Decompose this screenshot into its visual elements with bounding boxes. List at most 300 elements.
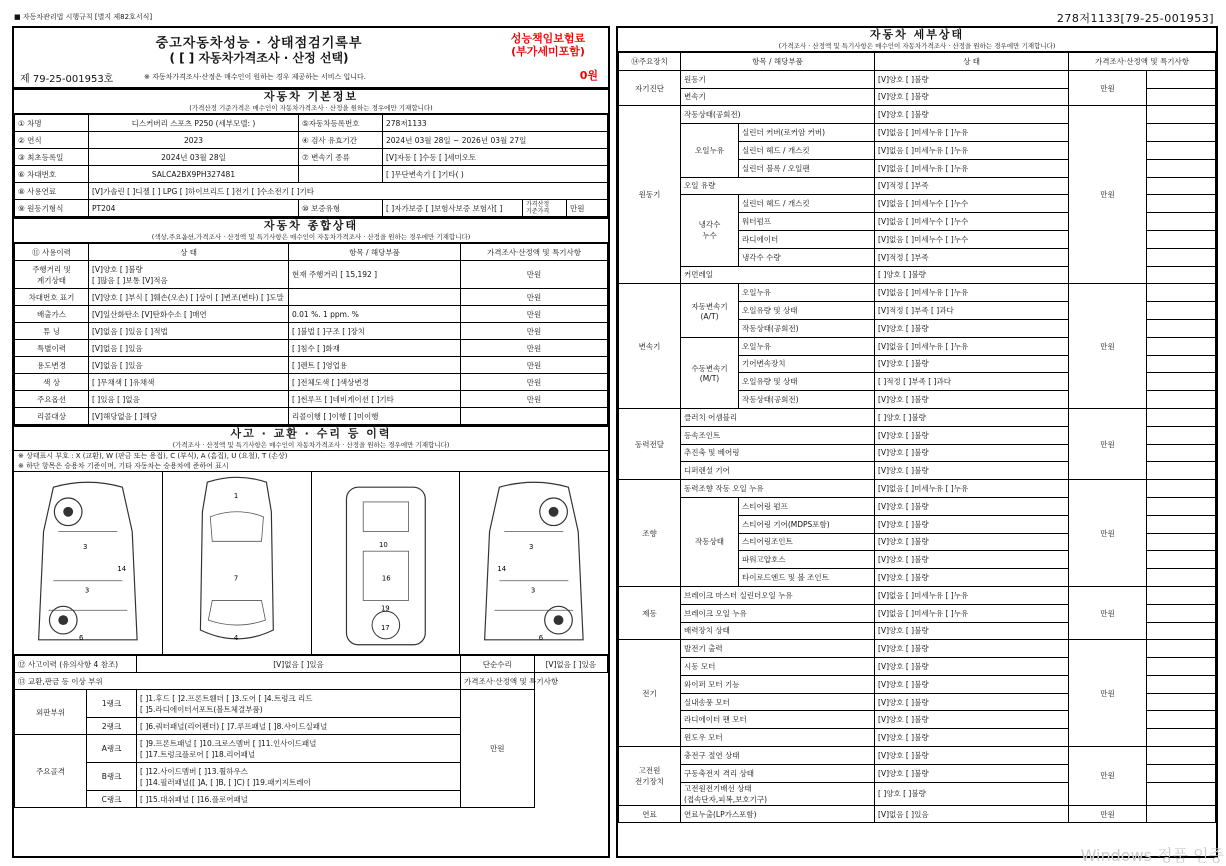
row-value: [V]일산화탄소 [V]탄화수소 [ ]매연 (89, 306, 289, 323)
sub-item-label: 실린더 헤드 / 개스킷 (739, 141, 875, 159)
note-cell (1147, 248, 1216, 266)
field-label: ⑨ 원동기형식 (15, 200, 89, 217)
item-status: [V]양호 [ ]불량 (875, 533, 1069, 551)
car-type-note: ※ 하단 항목은 승용차 기준이며, 기타 자동차는 승용차에 준하여 표시 (18, 462, 229, 470)
row-value: 만원 (461, 261, 608, 289)
summary-table (14, 243, 608, 425)
item-status: [V]양호 [ ]불량 (875, 515, 1069, 533)
column-header: ⑭주요장치 (619, 53, 681, 71)
row-cell: [V]없음 [ ]있음 (137, 656, 461, 673)
item-status: [V]없음 [ ]미세누유 [ ]누유 (875, 604, 1069, 622)
item-label: 추진축 및 베어링 (681, 444, 875, 462)
item-label: 발전기 출력 (681, 640, 875, 658)
item-label: 오일누유 (681, 124, 739, 177)
row-label: 주요옵션 (15, 391, 89, 408)
device-group: 연료 (619, 805, 681, 823)
item-status: [ ]양호 [ ]불량 (875, 782, 1069, 805)
price-note: 만원 (1069, 480, 1147, 587)
section-subtitle: (가격산정 기준가격은 매수인이 자동차가격조사 · 산정을 원하는 경우에만 기재합니다) (189, 104, 433, 112)
item-status: [V]없음 [ ]미세누유 [ ]누유 (875, 124, 1069, 142)
field-value: 2024년 03월 28일 (89, 149, 299, 166)
detail-row (619, 747, 1216, 765)
left-panel (12, 26, 610, 858)
damage-area-header-row (15, 673, 608, 690)
sub-item-label: 스티어링 기어(MDPS포함) (739, 515, 875, 533)
item-status: [V]양호 [ ]불량 (875, 70, 1069, 88)
field-value: [V]자동 [ ]수동 [ ]세미오토 (383, 149, 608, 166)
section-title: 자동차 종합상태 (263, 219, 359, 232)
basic-row (15, 183, 608, 200)
field-label: ⑥ 차대번호 (15, 166, 89, 183)
row-label: 튜 닝 (15, 323, 89, 340)
item-status: [V]양호 [ ]불량 (875, 640, 1069, 658)
item-label: 와이퍼 모터 기능 (681, 675, 875, 693)
field-label: ③ 최초등록일 (15, 149, 89, 166)
sub-item-label: 워터펌프 (739, 213, 875, 231)
row-value: 만원 (461, 357, 608, 374)
insurance-fee-label: 성능책임보험료 (부가세미포함) (510, 32, 586, 58)
row-value: [ ]침수 [ ]화재 (289, 340, 461, 357)
note-cell (1147, 533, 1216, 551)
field-value: [V]가솔린 [ ]디젤 [ ] LPG [ ]하이브리드 [ ]전기 [ ]수소전기 [ ]기타 (89, 183, 608, 200)
section-subtitle: (가격조사 · 산정액 및 특기사항은 매수인이 자동차가격조사 · 산정을 원하는 경우에만 기재합니다) (778, 42, 1056, 50)
note-cell (1147, 675, 1216, 693)
sub-item-label: 라디에이터 (739, 230, 875, 248)
price-note: 만원 (461, 690, 534, 808)
sub-item-label: 오일유량 및 상태 (739, 302, 875, 320)
section-subtitle: (가격조사 · 산정액 및 특기사항은 매수인이 자동차가격조사 · 산정을 원하는 경우에만 기재합니다) (172, 441, 450, 449)
note-cell (1147, 141, 1216, 159)
item-label: 고전원전기배선 상태 (접속단자,피복,보호기구) (681, 782, 875, 805)
item-status: [V]없음 [ ]미세누유 [ ]누유 (875, 141, 1069, 159)
detail-row (619, 284, 1216, 302)
column-header: 가격조사·산정액 및 특기사항 (461, 673, 534, 690)
item-status: [V]없음 [ ]미세누수 [ ]누수 (875, 195, 1069, 213)
item-status: [V]없음 [ ]미세누유 [ ]누유 (875, 337, 1069, 355)
device-group: 제동 (619, 586, 681, 639)
summary-row (15, 323, 608, 340)
row-value: [V]양호 [ ]불량 [ ]많음 [ ]보통 [V]적음 (89, 261, 289, 289)
note-cell (1147, 729, 1216, 747)
price-note: 만원 (1069, 586, 1147, 639)
item-label: 배력장치 상태 (681, 622, 875, 640)
item-status: [V]양호 [ ]불량 (875, 764, 1069, 782)
svg-text:6: 6 (79, 633, 84, 642)
row-value: [ ]무채색 [ ]유채색 (89, 374, 289, 391)
item-label: 수동변속기 (M/T) (681, 337, 739, 408)
row-label: 배출가스 (15, 306, 89, 323)
item-label: 동력조향 작동 오일 누유 (681, 480, 875, 498)
price-note: 만원 (1069, 106, 1147, 284)
device-group: 고전원 전기장치 (619, 747, 681, 806)
svg-text:3: 3 (531, 586, 536, 595)
svg-text:6: 6 (539, 633, 544, 642)
item-status: [V]없음 [ ]미세누유 [ ]누유 (875, 586, 1069, 604)
note-cell (1147, 70, 1216, 88)
item-label: 등속조인트 (681, 426, 875, 444)
section-subtitle: (색상,주요옵션,가격조사 · 산정액 및 특기사항은 매수인이 자동차가격조사 · 산정을 원하는 경우에만 기재합니다) (151, 233, 471, 241)
row-value: [V]없음 [ ]있음 (89, 340, 289, 357)
item-status: [V]없음 [ ]미세누수 [ ]누수 (875, 213, 1069, 231)
rank-label: A랭크 (87, 735, 137, 763)
basic-row (15, 132, 608, 149)
svg-text:3: 3 (84, 586, 90, 595)
section-title: 자동차 기본정보 (263, 90, 359, 103)
detail-header-row (619, 53, 1216, 71)
item-status: [V]양호 [ ]불량 (875, 711, 1069, 729)
column-header: 항목 / 해당부품 (289, 244, 461, 261)
field-value: 2023 (89, 132, 299, 149)
item-label: 브레이크 마스터 실린더오일 누유 (681, 586, 875, 604)
accident-history-row (15, 656, 608, 673)
rank-label: 1랭크 (87, 690, 137, 718)
detail-row (619, 586, 1216, 604)
field-label: ② 연식 (15, 132, 89, 149)
accident-header (14, 425, 608, 451)
item-label: 클러치 어셈블리 (681, 408, 875, 426)
item-label: 라디에이터 팬 모터 (681, 711, 875, 729)
column-header: 항목 / 해당부품 (681, 53, 875, 71)
item-status: [V]적정 [ ]부족 (875, 248, 1069, 266)
row-value (289, 289, 461, 306)
note-cell (1147, 586, 1216, 604)
item-status: [V]없음 [ ]미세누수 [ ]누수 (875, 230, 1069, 248)
section-title: 자동차 세부상태 (869, 28, 965, 41)
item-label: 충전구 절연 상태 (681, 747, 875, 765)
item-label: 디퍼렌셜 기어 (681, 462, 875, 480)
summary-row (15, 391, 608, 408)
field-value: SALCA2BX9PH327481 (89, 166, 299, 183)
sub-item-label: 실린더 커버(로커암 커버) (739, 124, 875, 142)
basic-row (15, 115, 608, 132)
note-cell (1147, 213, 1216, 231)
note-cell (1147, 551, 1216, 569)
row-cell: 단순수리 (461, 656, 534, 673)
page-title: 중고자동차성능 · 상태점검기록부 (155, 36, 363, 51)
field-label: ⑤자동차등록번호 (299, 115, 383, 132)
row-label: 특별이력 (15, 340, 89, 357)
row-value: [ ]있음 [ ]없음 (89, 391, 289, 408)
note-cell (1147, 195, 1216, 213)
item-label: 원동기 (681, 70, 875, 88)
field-label (299, 166, 383, 183)
price-note: 만원 (1069, 805, 1147, 823)
item-status: [V]양호 [ ]불량 (875, 444, 1069, 462)
summary-header-row (15, 244, 608, 261)
item-label: 오일 유량 (681, 177, 875, 195)
item-status: [V]적정 [ ]부족 [ ]과다 (875, 302, 1069, 320)
note-cell (1147, 373, 1216, 391)
svg-text:3: 3 (82, 543, 88, 552)
summary-row (15, 374, 608, 391)
note-cell (1147, 569, 1216, 587)
sub-item-label: 작동상태(공회전) (739, 391, 875, 409)
summary-header (14, 217, 608, 243)
item-status: [V]양호 [ ]불량 (875, 319, 1069, 337)
note-cell (1147, 355, 1216, 373)
item-label: 윈도우 모터 (681, 729, 875, 747)
detail-row (619, 408, 1216, 426)
item-status: [V]양호 [ ]불량 (875, 426, 1069, 444)
row-label: 색 상 (15, 374, 89, 391)
basic-row (15, 200, 608, 217)
item-status: [V]양호 [ ]불량 (875, 693, 1069, 711)
sub-item-label: 작동상태(공회전) (739, 319, 875, 337)
section-title: 사고 · 교환 · 수리 등 이력 (230, 427, 392, 440)
field-value: 278저1133 (383, 115, 608, 132)
svg-text:3: 3 (529, 543, 534, 552)
note-cell (1147, 480, 1216, 498)
rank-label: B랭크 (87, 763, 137, 791)
row-value: 만원 (461, 340, 608, 357)
svg-text:14: 14 (117, 564, 127, 573)
service-note: ※ 자동차가격조사·산정은 매수인이 원하는 경우 제공하는 서비스 입니다. (144, 73, 366, 81)
detail-table (618, 52, 1216, 823)
form-reference: ■ 자동차관리법 시행규칙 [별지 제82호서식] (14, 13, 153, 21)
device-group: 동력전달 (619, 408, 681, 479)
row-value: 만원 (461, 323, 608, 340)
basic-info-table (14, 114, 608, 217)
item-status: [V]양호 [ ]불량 (875, 622, 1069, 640)
row-value: 현재 주행거리 [ 15,192 ] (289, 261, 461, 289)
item-label: 실내송풍 모터 (681, 693, 875, 711)
note-cell (1147, 426, 1216, 444)
note-cell (1147, 782, 1216, 805)
item-status: [V]양호 [ ]불량 (875, 551, 1069, 569)
row-value: [V]해당없음 [ ]해당 (89, 408, 289, 425)
item-status: [V]양호 [ ]불량 (875, 106, 1069, 124)
basic-row (15, 166, 608, 183)
item-label: 시동 모터 (681, 658, 875, 676)
rank-parts: [ ]6.쿼터패널(리어펜더) [ ]7.루프패널 [ ]8.사이드실패널 (137, 718, 461, 735)
detail-header (618, 28, 1216, 52)
item-label: 냉각수 누수 (681, 195, 739, 266)
row-value (461, 408, 608, 425)
row-value: 0.01 %. 1 ppm. % (289, 306, 461, 323)
note-cell (1147, 462, 1216, 480)
document-number: 278저1133[79-25-001953] (1056, 12, 1214, 25)
detail-row (619, 70, 1216, 88)
row-value: 만원 (461, 289, 608, 306)
basic-row (15, 149, 608, 166)
device-group: 자기진단 (619, 70, 681, 106)
detail-row (619, 805, 1216, 823)
rank-parts: [ ]15.대쉬패널 [ ]16.플로어패널 (137, 791, 461, 808)
group-label: 외판부위 (15, 690, 87, 735)
sub-item-label: 기어변속장치 (739, 355, 875, 373)
row-label: 리콜대상 (15, 408, 89, 425)
row-label: 주행거리 및 계기상태 (15, 261, 89, 289)
item-label: 연료누출(LP가스포함) (681, 805, 875, 823)
sub-item-label: 실린더 헤드 / 개스킷 (739, 195, 875, 213)
note-cell (1147, 693, 1216, 711)
sub-item-label: 실린더 블록 / 오일팬 (739, 159, 875, 177)
item-status: [V]양호 [ ]불량 (875, 462, 1069, 480)
damage-rank-row (15, 690, 608, 718)
item-label: 작동상태(공회전) (681, 106, 875, 124)
item-status: [V]적정 [ ]부족 (875, 177, 1069, 195)
svg-text:4: 4 (233, 633, 239, 642)
row-value: [ ]썬루프 [ ]네비게이션 [ ]기타 (289, 391, 461, 408)
device-group: 조향 (619, 480, 681, 587)
column-header: 가격조사·산정액 및 특기사항 (1069, 53, 1216, 71)
sub-item-label: 파워고압호스 (739, 551, 875, 569)
item-status: [V]양호 [ ]불량 (875, 569, 1069, 587)
field-label: 가격산정 기준가격 (523, 200, 567, 217)
note-cell (1147, 444, 1216, 462)
row-value: [V]없음 [ ]있음 (89, 357, 289, 374)
field-value: 2024년 03월 28일 ~ 2026년 03월 27일 (383, 132, 608, 149)
note-cell (1147, 640, 1216, 658)
record-number: 제 79-25-001953호 (20, 74, 114, 85)
item-status: [V]없음 [ ]미세누유 [ ]누유 (875, 159, 1069, 177)
field-label: ⑧ 사용연료 (15, 183, 89, 200)
item-status: [V]없음 [ ]미세누유 [ ]누유 (875, 284, 1069, 302)
group-label: 주요골격 (15, 735, 87, 808)
note-cell (1147, 805, 1216, 823)
item-label: 작동상태 (681, 497, 739, 586)
note-cell (1147, 711, 1216, 729)
car-left-side-view (14, 472, 163, 654)
note-cell (1147, 177, 1216, 195)
row-value: [ ]렌트 [ ]영업용 (289, 357, 461, 374)
note-cell (1147, 302, 1216, 320)
summary-row (15, 408, 608, 425)
note-cell (1147, 284, 1216, 302)
car-diagram (14, 471, 608, 655)
summary-row (15, 357, 608, 374)
svg-text:14: 14 (497, 564, 507, 573)
windows-watermark: Windows 정품 인증 (1080, 846, 1224, 865)
row-label: ⑬ 교환,판금 등 이상 부위 (15, 673, 461, 690)
row-value: 만원 (461, 306, 608, 323)
summary-row (15, 306, 608, 323)
detail-row (619, 640, 1216, 658)
title-block (14, 28, 608, 88)
field-value: 만원 (567, 200, 608, 217)
sub-item-label: 냉각수 수량 (739, 248, 875, 266)
note-cell (1147, 106, 1216, 124)
summary-row (15, 340, 608, 357)
column-header: 상 태 (89, 244, 289, 261)
item-status: [V]양호 [ ]불량 (875, 658, 1069, 676)
row-cell: [V]없음 [ ]있음 (534, 656, 608, 673)
rank-parts: [ ]9.프론트패널 [ ]10.크로스멤버 [ ]11.인사이드패널 [ ]17.트렁크플로어 [ ]18.리어패널 (137, 735, 461, 763)
insurance-fee-value: 0원 (579, 69, 598, 82)
note-cell (1147, 747, 1216, 765)
row-label: 차대번호 표기 (15, 289, 89, 306)
item-status: [V]양호 [ ]불량 (875, 391, 1069, 409)
row-value: 리콜이행 [ ]이행 [ ]미이행 (289, 408, 461, 425)
accident-table (14, 655, 608, 808)
svg-text:16: 16 (381, 574, 391, 583)
row-label: 용도변경 (15, 357, 89, 374)
row-value: [ ]전체도색 [ ]색상변경 (289, 374, 461, 391)
price-note: 만원 (1069, 408, 1147, 479)
sub-item-label: 오일누유 (739, 284, 875, 302)
price-note: 만원 (1069, 284, 1147, 409)
item-status: [V]양호 [ ]불량 (875, 355, 1069, 373)
car-frame-view (312, 472, 461, 654)
item-status: [V]양호 [ ]불량 (875, 675, 1069, 693)
svg-text:1: 1 (233, 491, 239, 500)
field-value: [ ]무단변속기 [ ]기타( ) (383, 166, 608, 183)
note-cell (1147, 391, 1216, 409)
item-status: [ ]적정 [ ]부족 [ ]과다 (875, 373, 1069, 391)
item-status: [V]없음 [ ]있음 (875, 805, 1069, 823)
detail-row (619, 480, 1216, 498)
price-note: 만원 (1069, 747, 1147, 806)
field-value: [ ]자가보증 [ ]보험사보증 보험사[ ] (383, 200, 523, 217)
item-label: 변속기 (681, 88, 875, 106)
column-header: 가격조사·산정액 및 특기사항 (461, 244, 608, 261)
field-label: ⑩ 보증유형 (299, 200, 383, 217)
item-status: [V]양호 [ ]불량 (875, 747, 1069, 765)
svg-text:7: 7 (233, 574, 239, 583)
note-cell (1147, 230, 1216, 248)
row-value: 만원 (461, 374, 608, 391)
sub-item-label: 스티어링조인트 (739, 533, 875, 551)
item-label: 구동축전지 격리 상태 (681, 764, 875, 782)
item-status: [ ]양호 [ ]불량 (875, 408, 1069, 426)
field-value: PT204 (89, 200, 299, 217)
item-label: 자동변속기 (A/T) (681, 284, 739, 337)
column-header: ⑪ 사용이력 (15, 244, 89, 261)
note-cell (1147, 319, 1216, 337)
device-group: 원동기 (619, 106, 681, 284)
field-label: ④ 검사 유효기간 (299, 132, 383, 149)
rank-label: 2랭크 (87, 718, 137, 735)
page-subtitle: ( [ ] 자동차가격조사 · 산정 선택) (169, 51, 349, 65)
rank-parts: [ ]1.후드 [ ]2.프론트휀더 [ ]3.도어 [ ]4.트렁크 리드 [ ]5.라디에이터서포트(볼트체결부품) (137, 690, 461, 718)
note-cell (1147, 159, 1216, 177)
item-label: 커먼레일 (681, 266, 875, 284)
summary-row (15, 289, 608, 306)
note-cell (1147, 658, 1216, 676)
note-cell (1147, 337, 1216, 355)
rank-parts: [ ]12.사이드멤버 [ ]13.휠하우스 [ ]14.필러패널([ ]A, [ ]B, [ ]C) [ ]19.패키지트레이 (137, 763, 461, 791)
device-group: 전기 (619, 640, 681, 747)
note-cell (1147, 497, 1216, 515)
car-top-view (163, 472, 312, 654)
row-value: 만원 (461, 391, 608, 408)
svg-text:17: 17 (380, 623, 390, 632)
detail-row (619, 106, 1216, 124)
field-value: 디스커버리 스포츠 P250 (세부모델: ) (89, 115, 299, 132)
price-note: 만원 (1069, 640, 1147, 747)
right-panel (616, 26, 1218, 858)
svg-text:10: 10 (378, 541, 388, 550)
row-value: [V]없음 [ ]있음 [ ]적법 (89, 323, 289, 340)
note-cell (1147, 88, 1216, 106)
item-status: [V]없음 [ ]미세누유 [ ]누유 (875, 480, 1069, 498)
note-cell (1147, 515, 1216, 533)
sub-item-label: 오일누유 (739, 337, 875, 355)
sub-item-label: 타이로드엔드 및 볼 조인트 (739, 569, 875, 587)
note-cell (1147, 764, 1216, 782)
sub-item-label: 스티어링 펌프 (739, 497, 875, 515)
note-cell (1147, 604, 1216, 622)
basic-info-header (14, 88, 608, 114)
status-legend: ※ 상태표시 부호 : X (교환), W (판금 또는 용접), C (부식), A (흠집), U (요철), T (손상) (18, 452, 288, 460)
item-status: [V]양호 [ ]불량 (875, 88, 1069, 106)
row-value: [V]양호 [ ]부식 [ ]훼손(오손) [ ]상이 [ ]변조(변타) [ ]도말 (89, 289, 289, 306)
note-cell (1147, 622, 1216, 640)
car-right-side-view (460, 472, 608, 654)
item-status: [V]양호 [ ]불량 (875, 729, 1069, 747)
svg-text:19: 19 (380, 604, 390, 613)
field-label: ① 차명 (15, 115, 89, 132)
